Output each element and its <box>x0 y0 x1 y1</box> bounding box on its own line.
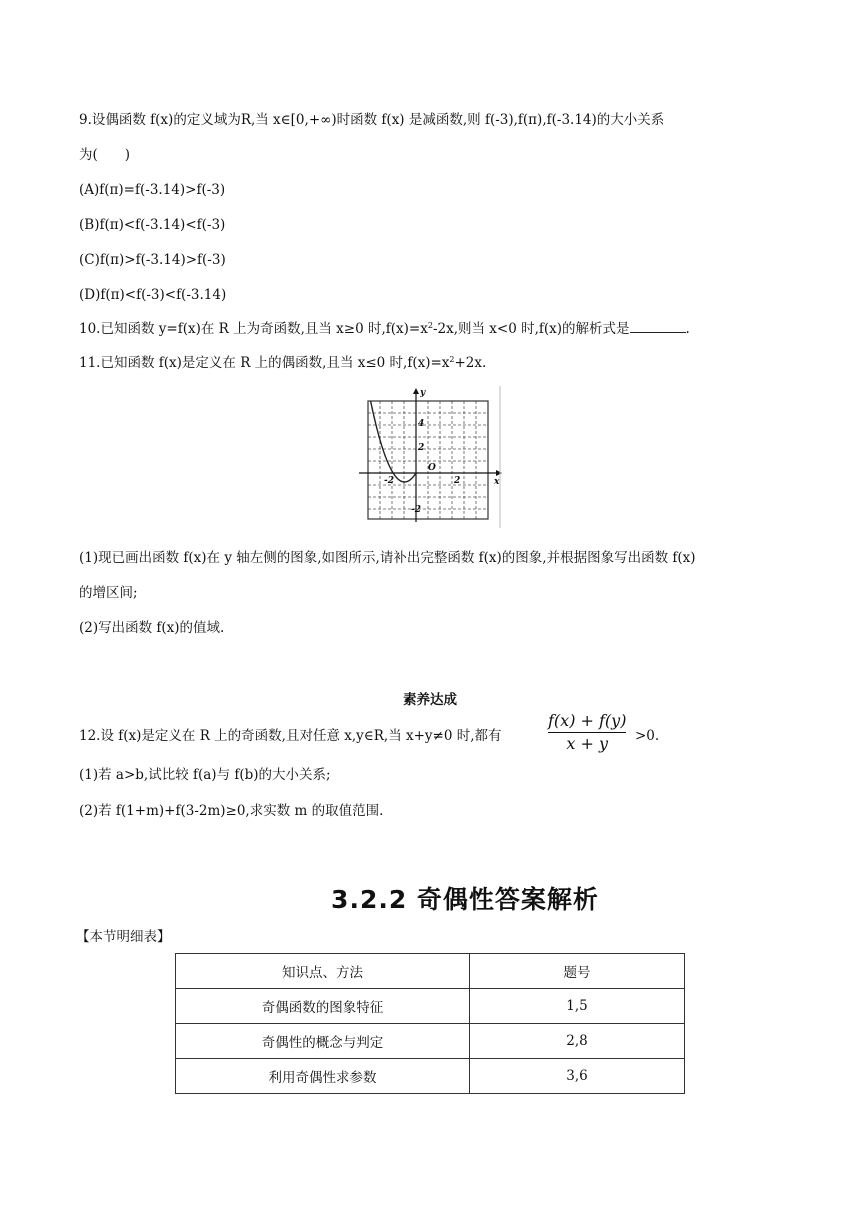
y-tick-neg2: -2 <box>411 505 421 515</box>
table-cell-number: 2,8 <box>470 1024 685 1059</box>
q11-exponent: 2 <box>449 355 455 364</box>
table-cell-number: 3,6 <box>470 1059 685 1094</box>
table-header-number: 题号 <box>470 954 685 989</box>
q12-pre: 12.设 f(x)是定义在 R 上的奇函数,且对任意 x,y∈R,当 x+y≠0 时,都有 <box>79 728 502 744</box>
table-header-row <box>176 954 685 989</box>
y-tick-2: 2 <box>418 443 425 453</box>
q9-option-a: (A)f(π)=f(-3.14)>f(-3) <box>79 182 226 198</box>
y-axis-arrow <box>413 388 419 394</box>
q12-part2: (2)若 f(1+m)+f(3-2m)≥0,求实数 m 的取值范围. <box>79 803 384 819</box>
q11-post: +2x. <box>454 355 487 371</box>
q11-part1-line2: 的增区间; <box>79 585 138 601</box>
q9-option-c: (C)f(π)>f(-3.14)>f(-3) <box>79 252 226 268</box>
q12-fraction <box>548 711 626 754</box>
table-cell-topic: 奇偶性的概念与判定 <box>176 1024 470 1059</box>
q10-stem <box>79 320 690 338</box>
table-cell-topic: 奇偶函数的图象特征 <box>176 989 470 1024</box>
table-header-topic: 知识点、方法 <box>176 954 470 989</box>
q12-stem <box>79 727 502 745</box>
q10-answer-blank <box>630 320 686 333</box>
q9-option-d: (D)f(π)<f(-3)<f(-3.14) <box>79 287 227 303</box>
q9-option-b: (B)f(π)<f(-3.14)<f(-3) <box>79 217 226 233</box>
q10-pre: 10.已知函数 y=f(x)在 R 上为奇函数,且当 x≥0 时,f(x)=x <box>79 321 428 337</box>
q11-stem <box>79 354 486 372</box>
y-tick-4: 4 <box>418 419 425 429</box>
q11-pre: 11.已知函数 f(x)是定义在 R 上的偶函数,且当 x≤0 时,f(x)=x <box>79 355 450 371</box>
table-cell-number: 1,5 <box>470 989 685 1024</box>
q10-end: . <box>685 321 690 337</box>
q11-function-graph <box>356 386 506 528</box>
table-row <box>176 989 685 1024</box>
graph-grid <box>368 401 488 519</box>
q11-part2: (2)写出函数 f(x)的值域. <box>79 620 225 636</box>
q10-post: -2x,则当 x<0 时,f(x)的解析式是 <box>432 321 630 337</box>
q9-stem-line2: 为( ) <box>79 147 131 163</box>
table-label: 【本节明细表】 <box>76 929 171 945</box>
section-heading: 素养达成 <box>403 692 457 708</box>
x-axis-label: x <box>494 477 500 487</box>
x-axis-arrow <box>496 470 502 476</box>
q12-fraction-numerator: f(x) + f(y) <box>548 711 627 730</box>
q12-fraction-denominator: x + y <box>566 734 609 753</box>
answers-title: 3.2.2 奇偶性答案解析 <box>331 885 599 914</box>
q12-part1: (1)若 a>b,试比较 f(a)与 f(b)的大小关系; <box>79 767 331 783</box>
origin-label: O <box>428 463 436 473</box>
q11-part1-line1: (1)现已画出函数 f(x)在 y 轴左侧的图象,如图所示,请补出完整函数 f(x)的图象,并根据图象写出函数 f(x) <box>79 550 696 566</box>
q12-post: >0. <box>635 728 660 744</box>
detail-table <box>175 953 685 1094</box>
table-row <box>176 1059 685 1094</box>
q12-fraction-bar <box>548 732 626 733</box>
table-cell-topic: 利用奇偶性求参数 <box>176 1059 470 1094</box>
x-tick-neg2: -2 <box>384 476 394 486</box>
table-row <box>176 1024 685 1059</box>
x-tick-2: 2 <box>454 476 461 486</box>
y-axis-label: y <box>420 388 426 398</box>
q9-stem-line1: 9.设偶函数 f(x)的定义域为R,当 x∈[0,+∞)时函数 f(x) 是减函数,则 f(-3),f(π),f(-3.14)的大小关系 <box>79 112 665 128</box>
q10-exponent: 2 <box>427 321 433 330</box>
